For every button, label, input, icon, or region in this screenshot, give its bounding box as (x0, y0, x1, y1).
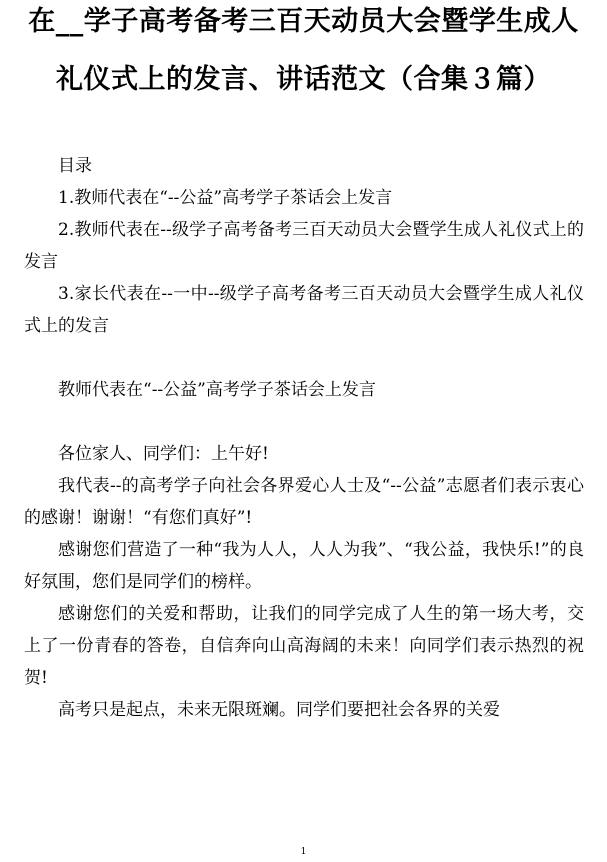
page-number: 1 (300, 847, 307, 857)
document-title-line-1: 在__学子高考备考三百天动员大会暨学生成人 (28, 6, 579, 37)
document-title-line-2: 礼仪式上的发言、讲话范文（合集３篇） (56, 64, 551, 95)
paragraph: 感谢您们营造了一种“我为人人，人人为我”、“我公益，我快乐!”的良好氛围，您们是同学们的榜样。 (24, 540, 584, 592)
toc-item-1: 1.教师代表在“--公益”高考学子茶话会上发言 (58, 188, 393, 208)
document-body (24, 150, 584, 726)
paragraph: 各位家人、同学们：上午好! (58, 444, 269, 464)
toc-item-2: 2.教师代表在--级学子高考备考三百天动员大会暨学生成人礼仪式上的发言 (24, 220, 584, 272)
paragraph: 高考只是起点，未来无限斑斓。同学们要把社会各界的关爱 (58, 700, 500, 720)
section-title: 教师代表在“--公益”高考学子茶话会上发言 (58, 380, 376, 400)
toc-item-3: 3.家长代表在--一中--级学子高考备考三百天动员大会暨学生成人礼仪式上的发言 (24, 284, 584, 336)
toc-heading: 目录 (58, 156, 92, 176)
spacer (24, 406, 584, 438)
paragraph: 我代表--的高考学子向社会各界爱心人士及“--公益”志愿者们表示衷心的感谢！谢谢！“有您们真好”! (24, 476, 584, 528)
spacer (24, 342, 584, 374)
paragraph: 感谢您们的关爱和帮助，让我们的同学完成了人生的第一场大考，交上了一份青春的答卷，自信奔向山高海阔的未来！向同学们表示热烈的祝贺! (24, 604, 584, 688)
